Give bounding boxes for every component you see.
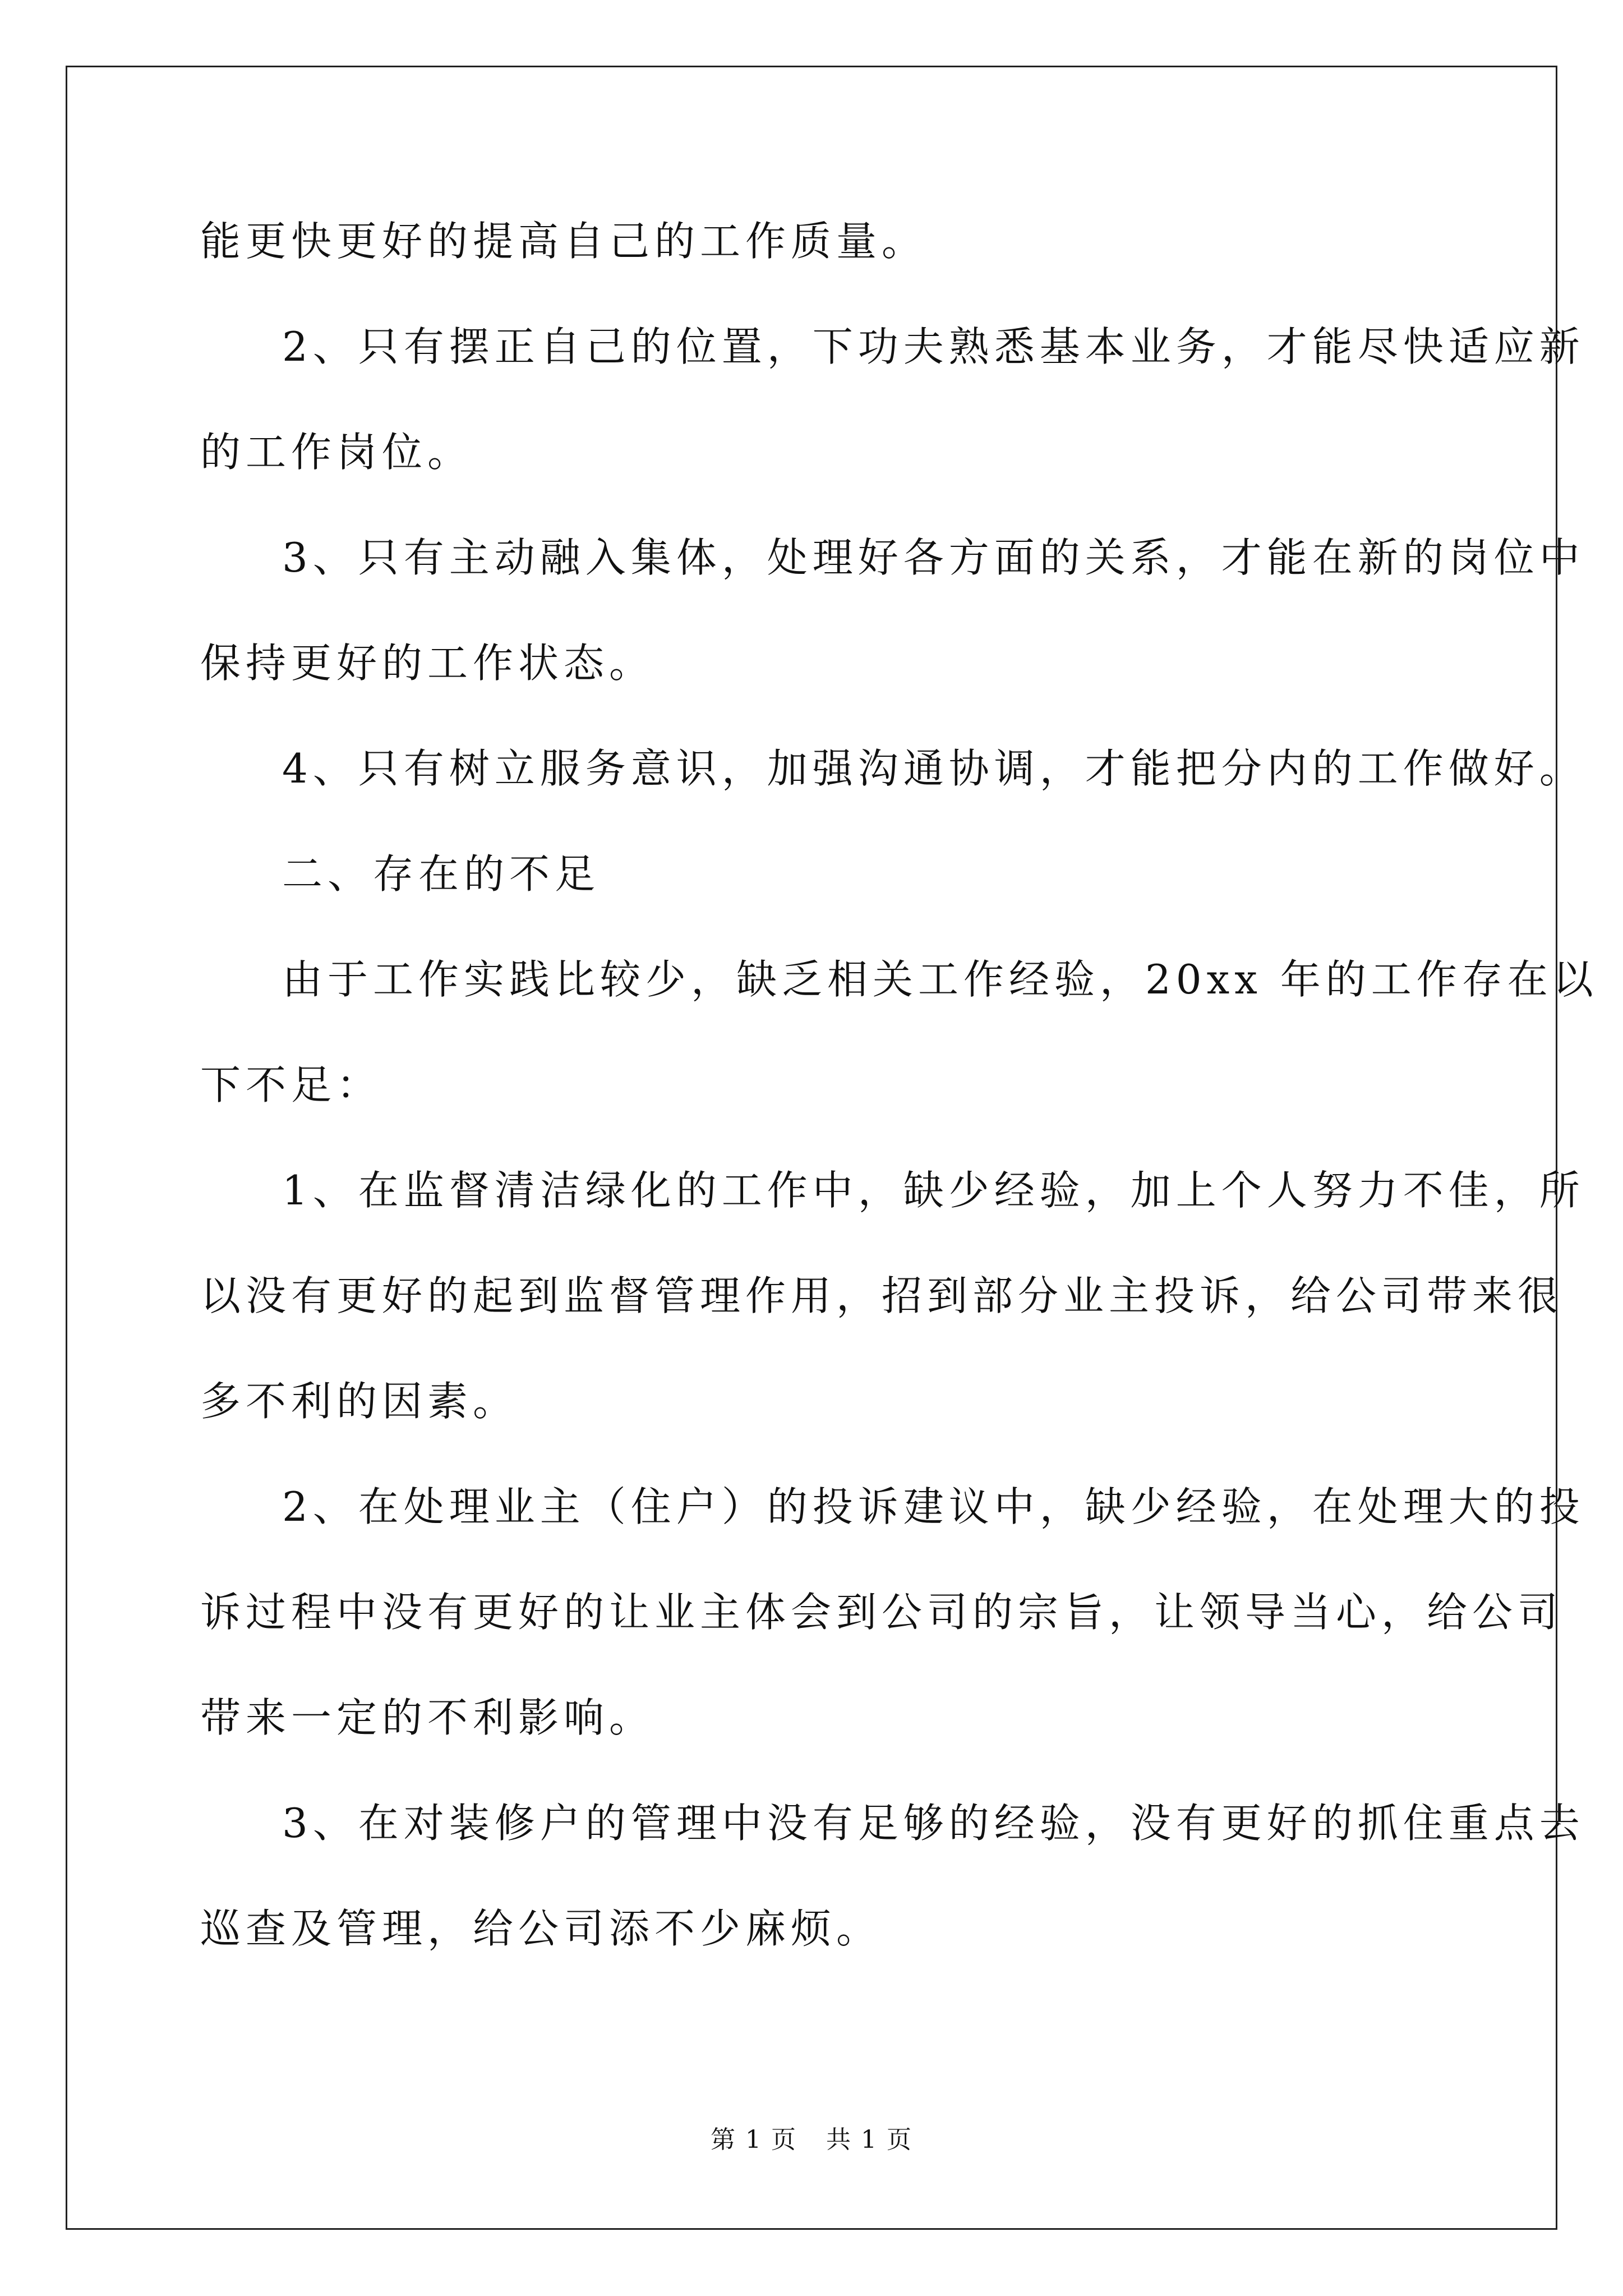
paragraph-3-line-1: 3、只有主动融入集体，处理好各方面的关系，才能在新的岗位中 [282, 534, 1585, 581]
paragraph-7-line-1: 1、在监督清洁绿化的工作中，缺少经验，加上个人努力不佳，所 [282, 1167, 1585, 1214]
paragraph-7-line-3: 多不利的因素。 [200, 1378, 519, 1425]
paragraph-8-line-2: 诉过程中没有更好的让业主体会到公司的宗旨，让领导当心，给公司 [200, 1589, 1564, 1636]
paragraph-9-line-2: 巡查及管理，给公司添不少麻烦。 [200, 1905, 882, 1952]
paragraph-9-line-1: 3、在对装修户的管理中没有足够的经验，没有更好的抓住重点去 [282, 1800, 1585, 1847]
paragraph-2-line-1: 2、只有摆正自己的位置，下功夫熟悉基本业务，才能尽快适应新 [282, 323, 1585, 370]
paragraph-4-line-1: 4、只有树立服务意识，加强沟通协调，才能把分内的工作做好。 [282, 745, 1585, 792]
paragraph-7-line-2: 以没有更好的起到监督管理作用，招到部分业主投诉，给公司带来很 [200, 1272, 1564, 1319]
paragraph-2-line-2: 的工作岗位。 [200, 429, 473, 476]
paragraph-8-line-1: 2、在处理业主（住户）的投诉建议中，缺少经验，在处理大的投 [282, 1483, 1585, 1530]
page-number: 第 1 页 [711, 2125, 797, 2154]
paragraph-6-line-2: 下不足： [200, 1061, 382, 1108]
paragraph-6-line-1: 由于工作实践比较少，缺乏相关工作经验，20xx 年的工作存在以 [282, 956, 1598, 1003]
paragraph-5-line-1: 二、存在的不足 [282, 850, 601, 898]
paragraph-3-line-2: 保持更好的工作状态。 [200, 639, 655, 687]
paragraph-8-line-3: 带来一定的不利影响。 [200, 1694, 655, 1741]
page-total: 共 1 页 [826, 2125, 912, 2154]
paragraph-1-line-1: 能更快更好的提高自己的工作质量。 [200, 218, 928, 265]
page-footer [0, 2123, 1623, 2157]
